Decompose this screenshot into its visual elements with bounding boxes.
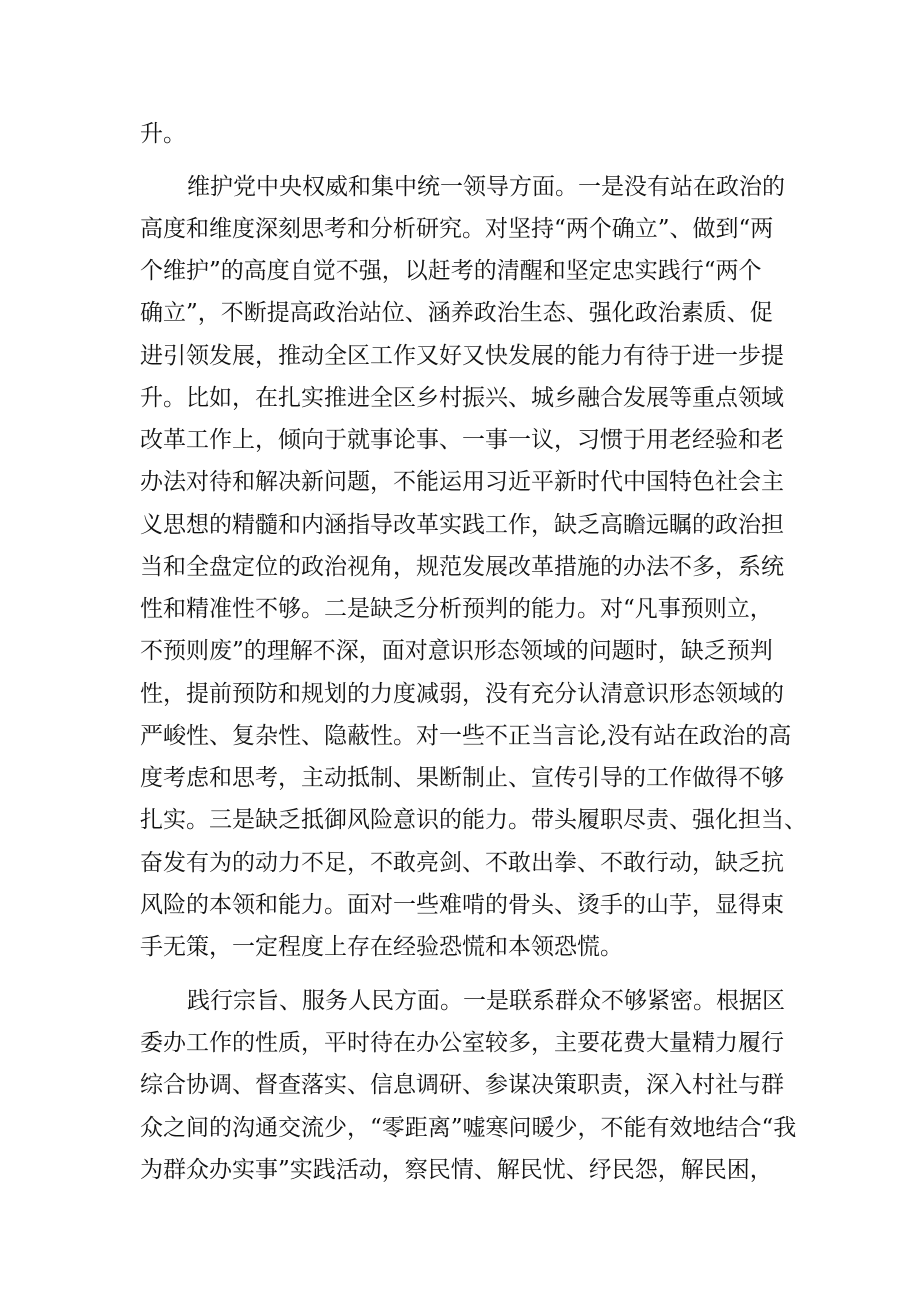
paragraph-first-line: 维护党中央权威和集中统一领导方面。一是没有站在政治的 (187, 174, 785, 200)
text-line: 度考虑和思考，主动抵制、果断制止、宣传引导的工作做得不够 (140, 765, 784, 791)
text-line: 升。比如，在扎实推进全区乡村振兴、城乡融合发展等重点领域 (140, 385, 784, 411)
text-line: 义思想的精髓和内涵指导改革实践工作，缺乏高瞻远瞩的政治担 (140, 512, 784, 538)
text-line: 性，提前预防和规划的力度减弱，没有充分认清意识形态领域的 (140, 681, 784, 707)
text-line: 当和全盘定位的政治视角，规范发展改革措施的办法不多，系统 (140, 554, 784, 580)
text-line: 手无策，一定程度上存在经验恐慌和本领恐慌。 (140, 934, 623, 960)
text-line: 为群众办实事”实践活动，察民情、解民忧、纾民怨，解民困， (140, 1157, 773, 1183)
text-line: 个维护”的高度自觉不强，以赶考的清醒和坚定忠实践行“两个 (140, 258, 762, 284)
text-line: 严峻性、复杂性、隐蔽性。对一些不正当言论,没有站在政治的高 (140, 723, 792, 749)
text-line: 委办工作的性质，平时待在办公室较多，主要花费大量精力履行 (140, 1030, 784, 1056)
text-line: 高度和维度深刻思考和分析研究。对坚持“两个确立”、做到“两 (140, 216, 774, 242)
text-line: 综合协调、督查落实、信息调研、参谋决策职责，深入村社与群 (140, 1072, 784, 1098)
text-line: 性和精准性不够。二是缺乏分析预判的能力。对“凡事预则立， (140, 596, 773, 622)
text-line: 进引领发展，推动全区工作又好又快发展的能力有待于进一步提 (140, 343, 784, 369)
paragraph-first-line: 践行宗旨、服务人民方面。一是联系群众不够紧密。根据区 (187, 988, 785, 1014)
text-line: 奋发有为的动力不足，不敢亮剑、不敢出拳、不敢行动，缺乏抗 (140, 850, 784, 876)
text-line: 确立”，不断提高政治站位、涵养政治生态、强化政治素质、促 (140, 300, 773, 326)
text-line: 改革工作上，倾向于就事论事、一事一议，习惯于用老经验和老 (140, 427, 784, 453)
text-line: 升。 (140, 121, 186, 147)
text-line: 不预则废”的理解不深，面对意识形态领域的问题时，缺乏预判 (140, 638, 773, 664)
text-line: 办法对待和解决新问题，不能运用习近平新时代中国特色社会主 (140, 469, 784, 495)
text-line: 风险的本领和能力。面对一些难啃的骨头、烫手的山芋，显得束 (140, 892, 784, 918)
text-line: 扎实。三是缺乏抵御风险意识的能力。带头履职尽责、强化担当、 (140, 807, 807, 833)
text-line: 众之间的沟通交流少，“零距离”嘘寒问暖少，不能有效地结合“我 (140, 1115, 797, 1141)
